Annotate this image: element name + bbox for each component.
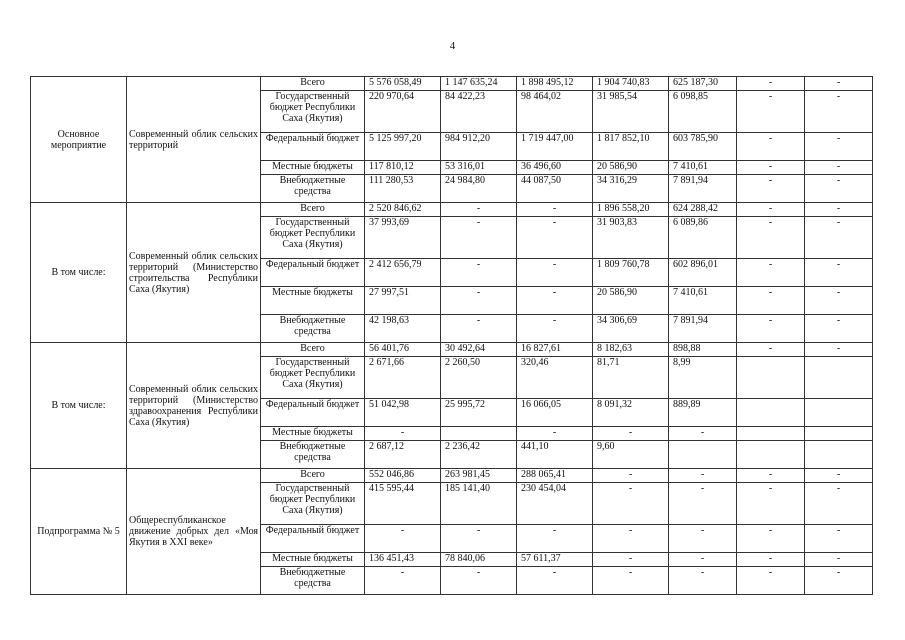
amount-cell: - xyxy=(737,525,805,553)
amount-cell: 415 595,44 xyxy=(365,483,441,525)
amount-cell: 8 091,32 xyxy=(593,399,669,427)
funding-source: Федеральный бюджет xyxy=(261,259,365,287)
funding-source: Государственный бюджет Республики Саха (Якутия) xyxy=(261,91,365,133)
amount-cell: - xyxy=(737,217,805,259)
amount-cell: 78 840,06 xyxy=(441,553,517,567)
amount-cell: 263 981,45 xyxy=(441,469,517,483)
amount-cell: 16 066,05 xyxy=(517,399,593,427)
amount-cell: 30 492,64 xyxy=(441,343,517,357)
amount-cell: 1 719 447,00 xyxy=(517,133,593,161)
amount-cell: - xyxy=(517,427,593,441)
funding-source: Всего xyxy=(261,469,365,483)
amount-cell: 1 896 558,20 xyxy=(593,203,669,217)
amount-cell: - xyxy=(517,315,593,343)
amount-cell: - xyxy=(365,427,441,441)
amount-cell: - xyxy=(805,217,873,259)
amount-cell: - xyxy=(805,203,873,217)
event-name: Современный облик сельских территорий (Министерство строительства Республики Саха (Якутия) xyxy=(127,203,261,343)
amount-cell: - xyxy=(669,483,737,525)
amount-cell: 9,60 xyxy=(593,441,669,469)
funding-source: Внебюджетные средства xyxy=(261,441,365,469)
program-label: Основное мероприятие xyxy=(31,77,127,203)
amount-cell xyxy=(737,357,805,399)
amount-cell: - xyxy=(441,287,517,315)
amount-cell: - xyxy=(805,161,873,175)
amount-cell: 36 496,60 xyxy=(517,161,593,175)
amount-cell: - xyxy=(737,343,805,357)
amount-cell: - xyxy=(517,287,593,315)
amount-cell: 20 586,90 xyxy=(593,161,669,175)
amount-cell: - xyxy=(805,259,873,287)
amount-cell: 57 611,37 xyxy=(517,553,593,567)
amount-cell: - xyxy=(737,91,805,133)
program-label: Подпрограмма № 5 xyxy=(31,469,127,595)
amount-cell: - xyxy=(669,553,737,567)
amount-cell: - xyxy=(441,525,517,553)
funding-source: Всего xyxy=(261,77,365,91)
amount-cell: 44 087,50 xyxy=(517,175,593,203)
amount-cell: 441,10 xyxy=(517,441,593,469)
amount-cell: 31 903,83 xyxy=(593,217,669,259)
amount-cell: - xyxy=(737,175,805,203)
amount-cell: - xyxy=(669,525,737,553)
amount-cell: - xyxy=(805,469,873,483)
amount-cell: 84 422,23 xyxy=(441,91,517,133)
amount-cell: 625 187,30 xyxy=(669,77,737,91)
amount-cell: 230 454,04 xyxy=(517,483,593,525)
amount-cell: - xyxy=(805,315,873,343)
amount-cell: - xyxy=(737,483,805,525)
amount-cell: - xyxy=(441,567,517,595)
amount-cell: - xyxy=(737,469,805,483)
amount-cell: - xyxy=(737,567,805,595)
amount-cell: - xyxy=(669,567,737,595)
funding-source: Внебюджетные средства xyxy=(261,567,365,595)
amount-cell: - xyxy=(805,287,873,315)
amount-cell: - xyxy=(593,427,669,441)
funding-source: Местные бюджеты xyxy=(261,427,365,441)
amount-cell: 2 520 846,62 xyxy=(365,203,441,217)
funding-source: Местные бюджеты xyxy=(261,161,365,175)
funding-source: Внебюджетные средства xyxy=(261,315,365,343)
event-name: Современный облик сельских территорий xyxy=(127,77,261,203)
amount-cell: 552 046,86 xyxy=(365,469,441,483)
funding-source: Всего xyxy=(261,203,365,217)
amount-cell: 2 260,50 xyxy=(441,357,517,399)
event-name: Современный облик сельских территорий (Министерство здравоохранения Республики Саха (Якутия) xyxy=(127,343,261,469)
amount-cell: 624 288,42 xyxy=(669,203,737,217)
amount-cell: 8 182,63 xyxy=(593,343,669,357)
amount-cell: 25 995,72 xyxy=(441,399,517,427)
program-label: В том числе: xyxy=(31,343,127,469)
amount-cell: - xyxy=(365,525,441,553)
funding-source: Федеральный бюджет xyxy=(261,525,365,553)
funding-source: Внебюджетные средства xyxy=(261,175,365,203)
amount-cell: - xyxy=(441,217,517,259)
amount-cell: - xyxy=(805,77,873,91)
amount-cell: 889,89 xyxy=(669,399,737,427)
amount-cell xyxy=(737,427,805,441)
amount-cell: - xyxy=(737,259,805,287)
amount-cell: 34 316,29 xyxy=(593,175,669,203)
amount-cell: 117 810,12 xyxy=(365,161,441,175)
amount-cell: 111 280,53 xyxy=(365,175,441,203)
amount-cell: - xyxy=(517,203,593,217)
amount-cell: - xyxy=(737,553,805,567)
amount-cell: 1 904 740,83 xyxy=(593,77,669,91)
amount-cell: - xyxy=(737,77,805,91)
amount-cell: - xyxy=(593,525,669,553)
amount-cell: 984 912,20 xyxy=(441,133,517,161)
amount-cell: - xyxy=(805,567,873,595)
amount-cell: 81,71 xyxy=(593,357,669,399)
amount-cell: - xyxy=(805,91,873,133)
amount-cell: 51 042,98 xyxy=(365,399,441,427)
amount-cell: - xyxy=(669,469,737,483)
amount-cell: 2 687,12 xyxy=(365,441,441,469)
amount-cell: 288 065,41 xyxy=(517,469,593,483)
amount-cell: 56 401,76 xyxy=(365,343,441,357)
amount-cell: 6 098,85 xyxy=(669,91,737,133)
amount-cell: 898,88 xyxy=(669,343,737,357)
amount-cell: - xyxy=(737,133,805,161)
amount-cell: - xyxy=(737,203,805,217)
amount-cell: - xyxy=(805,553,873,567)
funding-source: Государственный бюджет Республики Саха (Якутия) xyxy=(261,483,365,525)
amount-cell: 1 898 495,12 xyxy=(517,77,593,91)
amount-cell xyxy=(441,427,517,441)
amount-cell: 2 236,42 xyxy=(441,441,517,469)
amount-cell: - xyxy=(441,203,517,217)
funding-source: Федеральный бюджет xyxy=(261,133,365,161)
amount-cell: 220 970,64 xyxy=(365,91,441,133)
amount-cell: 7 410,61 xyxy=(669,287,737,315)
amount-cell: 1 147 635,24 xyxy=(441,77,517,91)
funding-source: Всего xyxy=(261,343,365,357)
amount-cell: - xyxy=(669,427,737,441)
amount-cell: 1 817 852,10 xyxy=(593,133,669,161)
amount-cell: - xyxy=(593,483,669,525)
amount-cell xyxy=(805,427,873,441)
table-row xyxy=(31,203,873,217)
funding-source: Местные бюджеты xyxy=(261,553,365,567)
amount-cell: 34 306,69 xyxy=(593,315,669,343)
budget-table xyxy=(30,76,873,595)
amount-cell xyxy=(737,399,805,427)
amount-cell: - xyxy=(593,469,669,483)
amount-cell: 7 410,61 xyxy=(669,161,737,175)
amount-cell: 31 985,54 xyxy=(593,91,669,133)
amount-cell: - xyxy=(517,217,593,259)
table-row xyxy=(31,469,873,483)
amount-cell: - xyxy=(517,259,593,287)
table-row xyxy=(31,77,873,91)
table-row xyxy=(31,343,873,357)
amount-cell: 602 896,01 xyxy=(669,259,737,287)
page-number: 4 xyxy=(449,40,456,52)
funding-source: Государственный бюджет Республики Саха (Якутия) xyxy=(261,357,365,399)
funding-source: Государственный бюджет Республики Саха (Якутия) xyxy=(261,217,365,259)
amount-cell: 5 125 997,20 xyxy=(365,133,441,161)
amount-cell: 2 671,66 xyxy=(365,357,441,399)
amount-cell: 136 451,43 xyxy=(365,553,441,567)
amount-cell: - xyxy=(517,567,593,595)
amount-cell: 37 993,69 xyxy=(365,217,441,259)
amount-cell: 7 891,94 xyxy=(669,175,737,203)
amount-cell: - xyxy=(805,483,873,525)
amount-cell: 603 785,90 xyxy=(669,133,737,161)
amount-cell: - xyxy=(441,259,517,287)
amount-cell: 98 464,02 xyxy=(517,91,593,133)
amount-cell: 42 198,63 xyxy=(365,315,441,343)
amount-cell: - xyxy=(805,133,873,161)
amount-cell: 7 891,94 xyxy=(669,315,737,343)
amount-cell xyxy=(737,441,805,469)
amount-cell: - xyxy=(593,553,669,567)
amount-cell: - xyxy=(737,161,805,175)
amount-cell: 16 827,61 xyxy=(517,343,593,357)
amount-cell: 320,46 xyxy=(517,357,593,399)
amount-cell: 2 412 656,79 xyxy=(365,259,441,287)
amount-cell: 24 984,80 xyxy=(441,175,517,203)
amount-cell: - xyxy=(805,175,873,203)
amount-cell: - xyxy=(441,315,517,343)
amount-cell: 20 586,90 xyxy=(593,287,669,315)
amount-cell: - xyxy=(517,525,593,553)
amount-cell: - xyxy=(805,343,873,357)
program-label: В том числе: xyxy=(31,203,127,343)
amount-cell: 5 576 058,49 xyxy=(365,77,441,91)
amount-cell: 8,99 xyxy=(669,357,737,399)
amount-cell: - xyxy=(365,567,441,595)
amount-cell: 27 997,51 xyxy=(365,287,441,315)
event-name: Общереспубликанское движение добрых дел «Моя Якутия в XXI веке» xyxy=(127,469,261,595)
amount-cell: - xyxy=(805,525,873,553)
amount-cell: 185 141,40 xyxy=(441,483,517,525)
amount-cell: - xyxy=(737,287,805,315)
amount-cell: 6 089,86 xyxy=(669,217,737,259)
amount-cell: - xyxy=(593,567,669,595)
funding-source: Местные бюджеты xyxy=(261,287,365,315)
funding-source: Федеральный бюджет xyxy=(261,399,365,427)
amount-cell xyxy=(669,441,737,469)
amount-cell xyxy=(805,399,873,427)
amount-cell: 1 809 760,78 xyxy=(593,259,669,287)
amount-cell xyxy=(805,357,873,399)
amount-cell: 53 316,01 xyxy=(441,161,517,175)
amount-cell: - xyxy=(737,315,805,343)
amount-cell xyxy=(805,441,873,469)
